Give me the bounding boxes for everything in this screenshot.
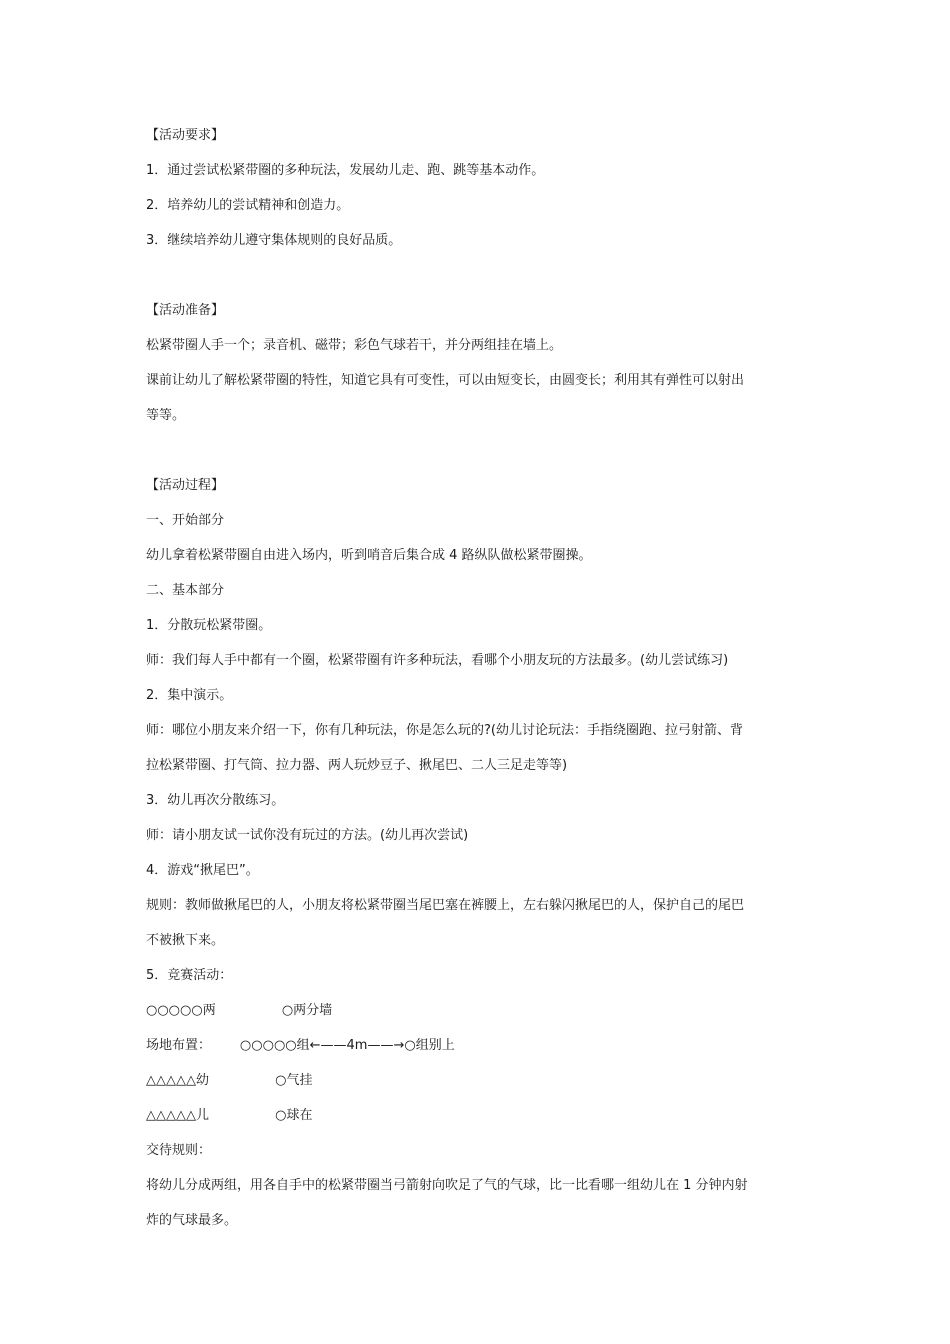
preparation-line: 课前让幼儿了解松紧带圈的特性，知道它具有可变性，可以由短变长，由圆变长；利用其有弹性可以射出 [146,373,745,388]
document-page [146,118,816,1238]
requirement-item: 3．继续培养幼儿遵守集体规则的良好品质。 [146,233,402,248]
field-layout-row: △△△△△儿 ○球在 [146,1108,313,1123]
process-line: 师：哪位小朋友来介绍一下，你有几种玩法，你是怎么玩的?(幼儿讨论玩法：手指绕圈跑、拉弓射箭、背 [146,723,743,738]
field-layout-row: ○○○○○两 ○两分墙 [146,1003,333,1018]
process-heading: 【活动过程】 [146,478,225,493]
process-line: 一、开始部分 [146,513,225,528]
section-spacer [146,433,816,468]
rules-line: 将幼儿分成两组，用各自手中的松紧带圈当弓箭射向吹足了气的气球，比一比看哪一组幼儿在 1 分钟内射 [146,1178,748,1193]
rules-line: 炸的气球最多。 [146,1213,238,1228]
process-line: 师：请小朋友试一试你没有玩过的方法。(幼儿再次尝试) [146,828,469,843]
process-line: 不被揪下来。 [146,933,225,948]
process-line: 二、基本部分 [146,583,225,598]
process-line: 4．游戏“揪尾巴”。 [146,863,259,878]
process-line: 规则：教师做揪尾巴的人，小朋友将松紧带圈当尾巴塞在裤腰上，左右躲闪揪尾巴的人，保护自己的尾巴 [146,898,745,913]
field-layout-row: 场地布置： ○○○○○组←——4m——→○组别上 [146,1038,455,1053]
process-line: 1．分散玩松紧带圈。 [146,618,272,633]
requirements-heading: 【活动要求】 [146,128,225,143]
rules-heading: 交待规则： [146,1143,212,1158]
field-layout-row: △△△△△幼 ○气挂 [146,1073,313,1088]
process-line: 3．幼儿再次分散练习。 [146,793,285,808]
preparation-line: 等等。 [146,408,186,423]
process-line: 2．集中演示。 [146,688,233,703]
process-line: 拉松紧带圈、打气筒、拉力器、两人玩炒豆子、揪尾巴、二人三足走等等) [146,758,568,773]
process-line: 师：我们每人手中都有一个圈，松紧带圈有许多种玩法，看哪个小朋友玩的方法最多。(幼儿尝试练习) [146,653,729,668]
requirement-item: 1．通过尝试松紧带圈的多种玩法，发展幼儿走、跑、跳等基本动作。 [146,163,545,178]
requirement-item: 2．培养幼儿的尝试精神和创造力。 [146,198,350,213]
section-spacer [146,258,816,293]
preparation-line: 松紧带圈人手一个；录音机、磁带；彩色气球若干，并分两组挂在墙上。 [146,338,563,353]
process-line: 幼儿拿着松紧带圈自由进入场内，听到哨音后集合成 4 路纵队做松紧带圈操。 [146,548,592,563]
process-line: 5．竞赛活动： [146,968,233,983]
preparation-heading: 【活动准备】 [146,303,225,318]
